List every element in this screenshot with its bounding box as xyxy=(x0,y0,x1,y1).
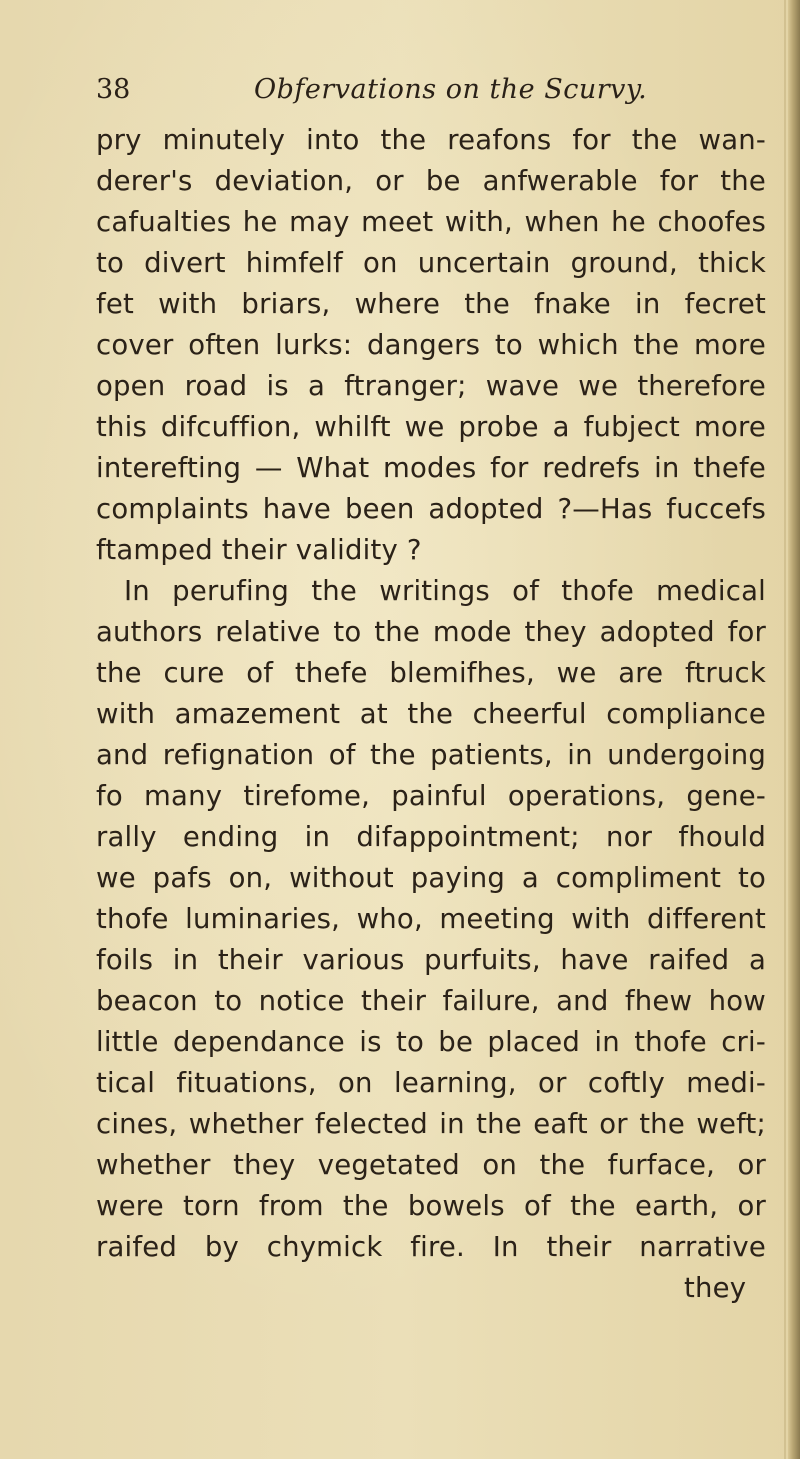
text-line: cines, whether felected in the eaft or the weft; xyxy=(96,1108,766,1140)
text-line: this difcuffion, whilft we probe a fubject more xyxy=(96,411,766,443)
text-line: derer's deviation, or be anfwerable for the xyxy=(96,165,766,197)
text-line: fet with briars, where the fnake in fecret xyxy=(96,288,766,320)
text-line: In perufing the writings of thofe medical xyxy=(124,575,766,607)
text-line: complaints have been adopted ?—Has fuccefs xyxy=(96,493,766,525)
page-header xyxy=(96,74,696,120)
catchword: they xyxy=(684,1272,747,1304)
text-line: little dependance is to be placed in thofe cri- xyxy=(96,1026,766,1058)
page-edge-shadow xyxy=(788,0,800,1459)
text-line: to divert himfelf on uncertain ground, thick xyxy=(96,247,766,279)
text-line: fo many tirefome, painful operations, gene- xyxy=(96,780,766,812)
text-line: interefting — What modes for redrefs in thefe xyxy=(96,452,766,484)
text-line: foils in their various purfuits, have raifed a xyxy=(96,944,766,976)
text-line: raifed by chymick fire. In their narrative xyxy=(96,1231,766,1263)
page-edge-line xyxy=(784,0,786,1459)
text-line: rally ending in difappointment; nor fhould xyxy=(96,821,766,853)
running-head: Obfervations on the Scurvy. xyxy=(254,74,648,105)
text-line: authors relative to the mode they adopted for xyxy=(96,616,766,648)
text-line: tical fituations, on learning, or coftly medi- xyxy=(96,1067,766,1099)
text-line: cafualties he may meet with, when he choofes xyxy=(96,206,766,238)
text-line: ftamped their validity ? xyxy=(96,534,422,566)
text-line: with amazement at the cheerful compliance xyxy=(96,698,766,730)
text-line: pry minutely into the reafons for the wan- xyxy=(96,124,766,156)
text-line: open road is a ftranger; wave we therefore xyxy=(96,370,766,402)
text-line: we pafs on, without paying a compliment to xyxy=(96,862,766,894)
text-line: thofe luminaries, who, meeting with different xyxy=(96,903,766,935)
text-line: cover often lurks: dangers to which the more xyxy=(96,329,766,361)
text-line: beacon to notice their failure, and fhew how xyxy=(96,985,766,1017)
page-number: 38 xyxy=(96,74,131,105)
text-line: the cure of thefe blemifhes, we are ftruck xyxy=(96,657,766,689)
text-line: whether they vegetated on the furface, or xyxy=(96,1149,766,1181)
text-line: and refignation of the patients, in undergoing xyxy=(96,739,766,771)
text-line: were torn from the bowels of the earth, or xyxy=(96,1190,766,1222)
